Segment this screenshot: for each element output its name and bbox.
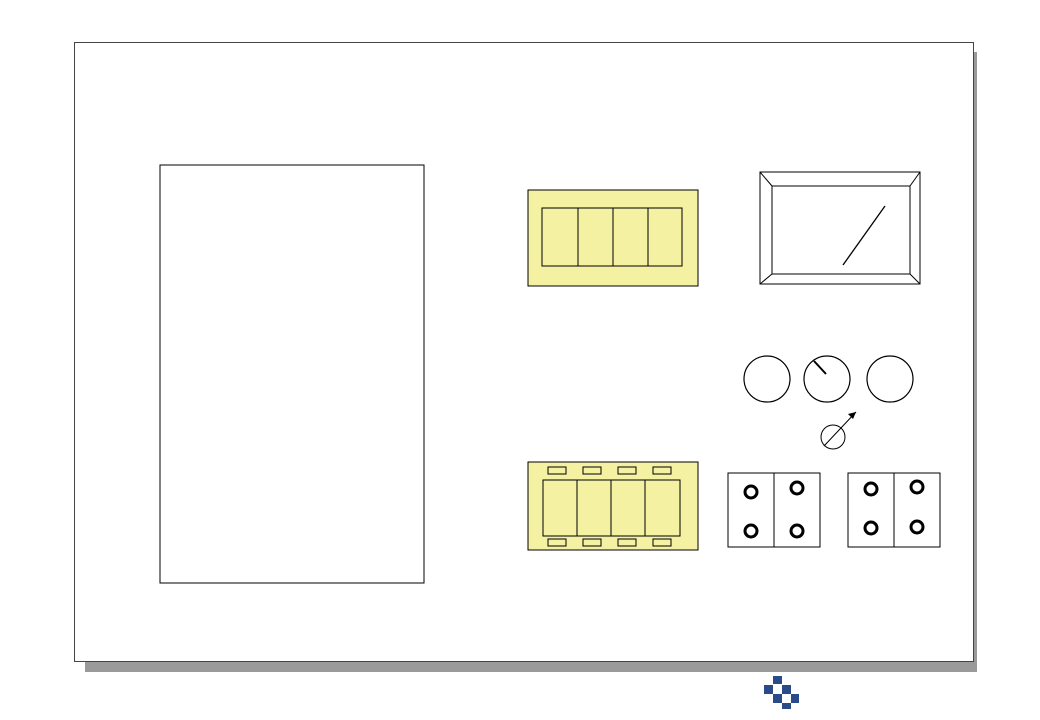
setpoint-down-button-2[interactable]: [583, 539, 601, 546]
actual-display-window: [542, 208, 682, 266]
socket-ao1-top[interactable]: [865, 483, 877, 495]
socket-ai2-top[interactable]: [791, 482, 803, 494]
sitrain-icon: [764, 676, 799, 709]
socket-ai1-top[interactable]: [745, 486, 757, 498]
knob-left[interactable]: [744, 356, 790, 402]
setpoint-down-button-4[interactable]: [653, 539, 671, 546]
socket-ao1-bottom[interactable]: [865, 522, 877, 534]
setpoint-up-button-4[interactable]: [653, 467, 671, 474]
selector-switch[interactable]: [804, 356, 850, 402]
io-module-box: [160, 165, 424, 583]
socket-ao2-bottom[interactable]: [911, 521, 923, 533]
socket-box-right: [848, 473, 940, 547]
socket-box-left: [728, 473, 820, 547]
setpoint-up-button-3[interactable]: [618, 467, 636, 474]
socket-ao2-top[interactable]: [911, 481, 923, 493]
socket-ai1-bottom[interactable]: [745, 525, 757, 537]
knob-right[interactable]: [867, 356, 913, 402]
setpoint-down-button-1[interactable]: [548, 539, 566, 546]
analog-meter: [760, 172, 920, 284]
setpoint-up-button-2[interactable]: [583, 467, 601, 474]
setpoint-up-button-1[interactable]: [548, 467, 566, 474]
socket-ai2-bottom[interactable]: [791, 525, 803, 537]
setpoint-down-button-3[interactable]: [618, 539, 636, 546]
